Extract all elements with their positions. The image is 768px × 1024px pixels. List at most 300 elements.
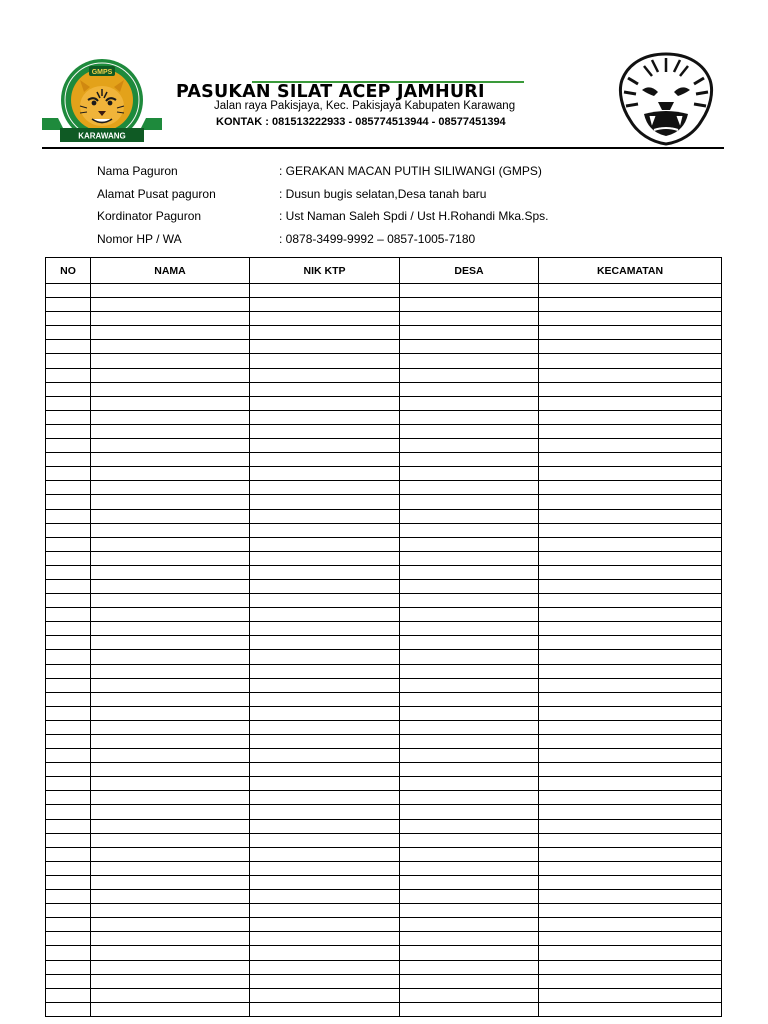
- cell-kecamatan[interactable]: [539, 791, 722, 805]
- cell-nik-ktp[interactable]: [250, 410, 400, 424]
- cell-nama[interactable]: [91, 988, 250, 1002]
- table-row: [46, 284, 722, 298]
- table-row: [46, 847, 722, 861]
- cell-nik-ktp[interactable]: [250, 340, 400, 354]
- cell-nik-ktp[interactable]: [250, 875, 400, 889]
- cell-desa[interactable]: [400, 410, 539, 424]
- cell-nik-ktp[interactable]: [250, 706, 400, 720]
- cell-kecamatan[interactable]: [539, 312, 722, 326]
- table-row: [46, 622, 722, 636]
- cell-no[interactable]: [46, 749, 91, 763]
- cell-desa[interactable]: [400, 692, 539, 706]
- cell-desa[interactable]: [400, 932, 539, 946]
- table-row: [46, 481, 722, 495]
- cell-kecamatan[interactable]: [539, 439, 722, 453]
- cell-nik-ktp[interactable]: [250, 354, 400, 368]
- cell-no[interactable]: [46, 312, 91, 326]
- cell-nik-ktp[interactable]: [250, 1002, 400, 1016]
- table-row: [46, 509, 722, 523]
- cell-no[interactable]: [46, 523, 91, 537]
- cell-nama[interactable]: [91, 340, 250, 354]
- cell-kecamatan[interactable]: [539, 354, 722, 368]
- cell-no[interactable]: [46, 636, 91, 650]
- cell-kecamatan[interactable]: [539, 960, 722, 974]
- cell-desa[interactable]: [400, 847, 539, 861]
- cell-nama[interactable]: [91, 819, 250, 833]
- cell-no[interactable]: [46, 918, 91, 932]
- cell-nama[interactable]: [91, 918, 250, 932]
- info-row: [97, 232, 717, 255]
- cell-nama[interactable]: [91, 678, 250, 692]
- cell-nama[interactable]: [91, 481, 250, 495]
- cell-kecamatan[interactable]: [539, 537, 722, 551]
- cell-nik-ktp[interactable]: [250, 777, 400, 791]
- cell-nik-ktp[interactable]: [250, 974, 400, 988]
- cell-no[interactable]: [46, 551, 91, 565]
- cell-nik-ktp[interactable]: [250, 988, 400, 1002]
- cell-nik-ktp[interactable]: [250, 763, 400, 777]
- cell-kecamatan[interactable]: [539, 523, 722, 537]
- cell-no[interactable]: [46, 565, 91, 579]
- cell-nik-ktp[interactable]: [250, 791, 400, 805]
- cell-nama[interactable]: [91, 467, 250, 481]
- cell-no[interactable]: [46, 608, 91, 622]
- cell-nama[interactable]: [91, 805, 250, 819]
- cell-no[interactable]: [46, 298, 91, 312]
- cell-nik-ktp[interactable]: [250, 368, 400, 382]
- table-row: [46, 424, 722, 438]
- cell-no[interactable]: [46, 777, 91, 791]
- cell-no[interactable]: [46, 354, 91, 368]
- cell-kecamatan[interactable]: [539, 875, 722, 889]
- cell-kecamatan[interactable]: [539, 720, 722, 734]
- cell-kecamatan[interactable]: [539, 749, 722, 763]
- cell-desa[interactable]: [400, 467, 539, 481]
- cell-nama[interactable]: [91, 495, 250, 509]
- cell-kecamatan[interactable]: [539, 946, 722, 960]
- cell-desa[interactable]: [400, 523, 539, 537]
- cell-nik-ktp[interactable]: [250, 439, 400, 453]
- cell-kecamatan[interactable]: [539, 509, 722, 523]
- cell-desa[interactable]: [400, 819, 539, 833]
- table-row: [46, 636, 722, 650]
- cell-no[interactable]: [46, 720, 91, 734]
- cell-nik-ktp[interactable]: [250, 608, 400, 622]
- cell-no[interactable]: [46, 833, 91, 847]
- cell-nik-ktp[interactable]: [250, 664, 400, 678]
- cell-nama[interactable]: [91, 833, 250, 847]
- cell-desa[interactable]: [400, 509, 539, 523]
- cell-desa[interactable]: [400, 861, 539, 875]
- cell-desa[interactable]: [400, 326, 539, 340]
- cell-kecamatan[interactable]: [539, 453, 722, 467]
- cell-desa[interactable]: [400, 608, 539, 622]
- cell-desa[interactable]: [400, 424, 539, 438]
- cell-nama[interactable]: [91, 537, 250, 551]
- cell-nama[interactable]: [91, 960, 250, 974]
- cell-nama[interactable]: [91, 932, 250, 946]
- cell-nik-ktp[interactable]: [250, 312, 400, 326]
- cell-nama[interactable]: [91, 608, 250, 622]
- cell-no[interactable]: [46, 481, 91, 495]
- cell-nama[interactable]: [91, 551, 250, 565]
- table-row: [46, 453, 722, 467]
- cell-kecamatan[interactable]: [539, 565, 722, 579]
- cell-nama[interactable]: [91, 298, 250, 312]
- cell-no[interactable]: [46, 579, 91, 593]
- cell-kecamatan[interactable]: [539, 467, 722, 481]
- cell-desa[interactable]: [400, 960, 539, 974]
- cell-no[interactable]: [46, 396, 91, 410]
- table-row: [46, 706, 722, 720]
- cell-nik-ktp[interactable]: [250, 594, 400, 608]
- cell-nik-ktp[interactable]: [250, 904, 400, 918]
- cell-nama[interactable]: [91, 326, 250, 340]
- table-row: [46, 579, 722, 593]
- cell-no[interactable]: [46, 946, 91, 960]
- cell-kecamatan[interactable]: [539, 988, 722, 1002]
- cell-nama[interactable]: [91, 636, 250, 650]
- cell-desa[interactable]: [400, 382, 539, 396]
- cell-nik-ktp[interactable]: [250, 735, 400, 749]
- cell-desa[interactable]: [400, 298, 539, 312]
- table-row: [46, 720, 722, 734]
- cell-nama[interactable]: [91, 453, 250, 467]
- cell-nik-ktp[interactable]: [250, 481, 400, 495]
- table-row: [46, 410, 722, 424]
- table-row: [46, 664, 722, 678]
- cell-nik-ktp[interactable]: [250, 537, 400, 551]
- cell-no[interactable]: [46, 791, 91, 805]
- cell-kecamatan[interactable]: [539, 692, 722, 706]
- cell-nama[interactable]: [91, 565, 250, 579]
- table-row: [46, 368, 722, 382]
- cell-no[interactable]: [46, 664, 91, 678]
- cell-nama[interactable]: [91, 763, 250, 777]
- cell-nik-ktp[interactable]: [250, 692, 400, 706]
- cell-kecamatan[interactable]: [539, 410, 722, 424]
- table-row: [46, 763, 722, 777]
- cell-desa[interactable]: [400, 791, 539, 805]
- cell-nik-ktp[interactable]: [250, 396, 400, 410]
- cell-nama[interactable]: [91, 974, 250, 988]
- cell-no[interactable]: [46, 537, 91, 551]
- cell-no[interactable]: [46, 988, 91, 1002]
- cell-desa[interactable]: [400, 650, 539, 664]
- cell-nik-ktp[interactable]: [250, 946, 400, 960]
- cell-desa[interactable]: [400, 833, 539, 847]
- cell-desa[interactable]: [400, 946, 539, 960]
- cell-nama[interactable]: [91, 861, 250, 875]
- info-value: : Dusun bugis selatan,Desa tanah baru: [279, 186, 487, 201]
- cell-no[interactable]: [46, 424, 91, 438]
- table-row: [46, 904, 722, 918]
- info-label: Nomor HP / WA: [97, 231, 182, 246]
- cell-nama[interactable]: [91, 735, 250, 749]
- cell-desa[interactable]: [400, 904, 539, 918]
- cell-nama[interactable]: [91, 650, 250, 664]
- cell-kecamatan[interactable]: [539, 424, 722, 438]
- table-row: [46, 340, 722, 354]
- cell-desa[interactable]: [400, 368, 539, 382]
- cell-kecamatan[interactable]: [539, 847, 722, 861]
- cell-kecamatan[interactable]: [539, 579, 722, 593]
- cell-no[interactable]: [46, 650, 91, 664]
- cell-nama[interactable]: [91, 946, 250, 960]
- org-contact: KONTAK : 081513222933 - 085774513944 - 08577451394: [216, 116, 506, 128]
- cell-desa[interactable]: [400, 551, 539, 565]
- cell-nama[interactable]: [91, 284, 250, 298]
- table-row: [46, 650, 722, 664]
- cell-kecamatan[interactable]: [539, 326, 722, 340]
- cell-nik-ktp[interactable]: [250, 890, 400, 904]
- cell-desa[interactable]: [400, 537, 539, 551]
- cell-nama[interactable]: [91, 439, 250, 453]
- table-row: [46, 565, 722, 579]
- table-row: [46, 396, 722, 410]
- cell-nama[interactable]: [91, 692, 250, 706]
- cell-kecamatan[interactable]: [539, 763, 722, 777]
- cell-kecamatan[interactable]: [539, 805, 722, 819]
- cell-no[interactable]: [46, 340, 91, 354]
- cell-kecamatan[interactable]: [539, 735, 722, 749]
- cell-nik-ktp[interactable]: [250, 847, 400, 861]
- cell-kecamatan[interactable]: [539, 495, 722, 509]
- cell-nik-ktp[interactable]: [250, 805, 400, 819]
- table-row: [46, 467, 722, 481]
- cell-nama[interactable]: [91, 368, 250, 382]
- cell-nik-ktp[interactable]: [250, 453, 400, 467]
- cell-no[interactable]: [46, 439, 91, 453]
- cell-nik-ktp[interactable]: [250, 565, 400, 579]
- cell-nik-ktp[interactable]: [250, 495, 400, 509]
- cell-nik-ktp[interactable]: [250, 819, 400, 833]
- cell-nik-ktp[interactable]: [250, 622, 400, 636]
- cell-desa[interactable]: [400, 340, 539, 354]
- cell-no[interactable]: [46, 1002, 91, 1016]
- cell-kecamatan[interactable]: [539, 382, 722, 396]
- cell-nama[interactable]: [91, 424, 250, 438]
- cell-kecamatan[interactable]: [539, 594, 722, 608]
- cell-no[interactable]: [46, 890, 91, 904]
- column-header-no: NO: [46, 258, 91, 284]
- cell-nik-ktp[interactable]: [250, 833, 400, 847]
- cell-no[interactable]: [46, 763, 91, 777]
- cell-nik-ktp[interactable]: [250, 298, 400, 312]
- cell-nik-ktp[interactable]: [250, 932, 400, 946]
- cell-nama[interactable]: [91, 523, 250, 537]
- cell-kecamatan[interactable]: [539, 706, 722, 720]
- table-row: [46, 946, 722, 960]
- cell-kecamatan[interactable]: [539, 551, 722, 565]
- cell-desa[interactable]: [400, 875, 539, 889]
- table-row: [46, 890, 722, 904]
- cell-kecamatan[interactable]: [539, 918, 722, 932]
- cell-no[interactable]: [46, 960, 91, 974]
- table-header-row: [46, 258, 722, 284]
- cell-kecamatan[interactable]: [539, 368, 722, 382]
- cell-no[interactable]: [46, 284, 91, 298]
- cell-desa[interactable]: [400, 720, 539, 734]
- table-row: [46, 918, 722, 932]
- cell-kecamatan[interactable]: [539, 650, 722, 664]
- cell-desa[interactable]: [400, 706, 539, 720]
- cell-desa[interactable]: [400, 805, 539, 819]
- cell-kecamatan[interactable]: [539, 608, 722, 622]
- cell-nik-ktp[interactable]: [250, 678, 400, 692]
- tiger-head-icon: [614, 50, 718, 146]
- table-row: [46, 551, 722, 565]
- cell-nik-ktp[interactable]: [250, 424, 400, 438]
- cell-nama[interactable]: [91, 509, 250, 523]
- cell-no[interactable]: [46, 692, 91, 706]
- cell-nama[interactable]: [91, 706, 250, 720]
- cell-nik-ktp[interactable]: [250, 749, 400, 763]
- cell-no[interactable]: [46, 805, 91, 819]
- cell-no[interactable]: [46, 509, 91, 523]
- cell-nik-ktp[interactable]: [250, 467, 400, 481]
- cell-nik-ktp[interactable]: [250, 636, 400, 650]
- cell-nik-ktp[interactable]: [250, 326, 400, 340]
- cell-desa[interactable]: [400, 453, 539, 467]
- cell-nama[interactable]: [91, 749, 250, 763]
- cell-desa[interactable]: [400, 579, 539, 593]
- cell-desa[interactable]: [400, 974, 539, 988]
- cell-nama[interactable]: [91, 664, 250, 678]
- cell-no[interactable]: [46, 904, 91, 918]
- cell-nik-ktp[interactable]: [250, 579, 400, 593]
- cell-nik-ktp[interactable]: [250, 509, 400, 523]
- cell-nik-ktp[interactable]: [250, 960, 400, 974]
- cell-kecamatan[interactable]: [539, 636, 722, 650]
- cell-desa[interactable]: [400, 354, 539, 368]
- cell-no[interactable]: [46, 594, 91, 608]
- cell-nama[interactable]: [91, 312, 250, 326]
- cell-no[interactable]: [46, 326, 91, 340]
- cell-desa[interactable]: [400, 664, 539, 678]
- cell-desa[interactable]: [400, 565, 539, 579]
- cell-no[interactable]: [46, 932, 91, 946]
- cell-kecamatan[interactable]: [539, 284, 722, 298]
- cell-nama[interactable]: [91, 382, 250, 396]
- table-row: [46, 608, 722, 622]
- cell-no[interactable]: [46, 368, 91, 382]
- org-name: PASUKAN SILAT ACEP JAMHURI: [176, 82, 485, 102]
- cell-kecamatan[interactable]: [539, 1002, 722, 1016]
- cell-no[interactable]: [46, 622, 91, 636]
- cell-nik-ktp[interactable]: [250, 551, 400, 565]
- cell-nik-ktp[interactable]: [250, 861, 400, 875]
- cell-kecamatan[interactable]: [539, 861, 722, 875]
- cell-kecamatan[interactable]: [539, 396, 722, 410]
- column-header-kecamatan: KECAMATAN: [539, 258, 722, 284]
- cell-nama[interactable]: [91, 396, 250, 410]
- cell-desa[interactable]: [400, 749, 539, 763]
- cell-desa[interactable]: [400, 918, 539, 932]
- cell-kecamatan[interactable]: [539, 664, 722, 678]
- cell-no[interactable]: [46, 735, 91, 749]
- cell-kecamatan[interactable]: [539, 890, 722, 904]
- cell-no[interactable]: [46, 974, 91, 988]
- cell-desa[interactable]: [400, 439, 539, 453]
- cell-no[interactable]: [46, 678, 91, 692]
- cell-nama[interactable]: [91, 777, 250, 791]
- cell-nik-ktp[interactable]: [250, 382, 400, 396]
- cell-nik-ktp[interactable]: [250, 650, 400, 664]
- cell-no[interactable]: [46, 861, 91, 875]
- cell-nama[interactable]: [91, 904, 250, 918]
- member-table: [45, 257, 722, 1017]
- cell-kecamatan[interactable]: [539, 678, 722, 692]
- cell-kecamatan[interactable]: [539, 904, 722, 918]
- cell-no[interactable]: [46, 819, 91, 833]
- cell-nik-ktp[interactable]: [250, 523, 400, 537]
- cell-nama[interactable]: [91, 622, 250, 636]
- cell-no[interactable]: [46, 382, 91, 396]
- cell-nik-ktp[interactable]: [250, 284, 400, 298]
- cell-no[interactable]: [46, 453, 91, 467]
- cell-no[interactable]: [46, 467, 91, 481]
- cell-desa[interactable]: [400, 735, 539, 749]
- cell-kecamatan[interactable]: [539, 932, 722, 946]
- cell-kecamatan[interactable]: [539, 833, 722, 847]
- cell-no[interactable]: [46, 495, 91, 509]
- cell-kecamatan[interactable]: [539, 819, 722, 833]
- cell-nama[interactable]: [91, 579, 250, 593]
- cell-nik-ktp[interactable]: [250, 918, 400, 932]
- info-label: Alamat Pusat paguron: [97, 186, 216, 201]
- cell-kecamatan[interactable]: [539, 777, 722, 791]
- cell-desa[interactable]: [400, 1002, 539, 1016]
- info-value: : 0878-3499-9992 – 0857-1005-7180: [279, 231, 476, 246]
- cell-no[interactable]: [46, 410, 91, 424]
- cell-no[interactable]: [46, 875, 91, 889]
- cell-desa[interactable]: [400, 495, 539, 509]
- cell-desa[interactable]: [400, 284, 539, 298]
- cell-kecamatan[interactable]: [539, 622, 722, 636]
- table-row: [46, 678, 722, 692]
- cell-nama[interactable]: [91, 410, 250, 424]
- cell-kecamatan[interactable]: [539, 298, 722, 312]
- cell-kecamatan[interactable]: [539, 974, 722, 988]
- cell-no[interactable]: [46, 706, 91, 720]
- cell-kecamatan[interactable]: [539, 340, 722, 354]
- cell-desa[interactable]: [400, 636, 539, 650]
- cell-desa[interactable]: [400, 777, 539, 791]
- cell-nama[interactable]: [91, 720, 250, 734]
- cell-nama[interactable]: [91, 1002, 250, 1016]
- cell-nama[interactable]: [91, 890, 250, 904]
- cell-desa[interactable]: [400, 312, 539, 326]
- cell-nama[interactable]: [91, 354, 250, 368]
- cell-nama[interactable]: [91, 875, 250, 889]
- cell-desa[interactable]: [400, 481, 539, 495]
- cell-kecamatan[interactable]: [539, 481, 722, 495]
- cell-desa[interactable]: [400, 988, 539, 1002]
- cell-nama[interactable]: [91, 847, 250, 861]
- cell-desa[interactable]: [400, 678, 539, 692]
- cell-desa[interactable]: [400, 622, 539, 636]
- cell-desa[interactable]: [400, 763, 539, 777]
- cell-nik-ktp[interactable]: [250, 720, 400, 734]
- cell-nama[interactable]: [91, 594, 250, 608]
- cell-desa[interactable]: [400, 396, 539, 410]
- cell-nama[interactable]: [91, 791, 250, 805]
- cell-desa[interactable]: [400, 594, 539, 608]
- table-row: [46, 312, 722, 326]
- cell-no[interactable]: [46, 847, 91, 861]
- cell-desa[interactable]: [400, 890, 539, 904]
